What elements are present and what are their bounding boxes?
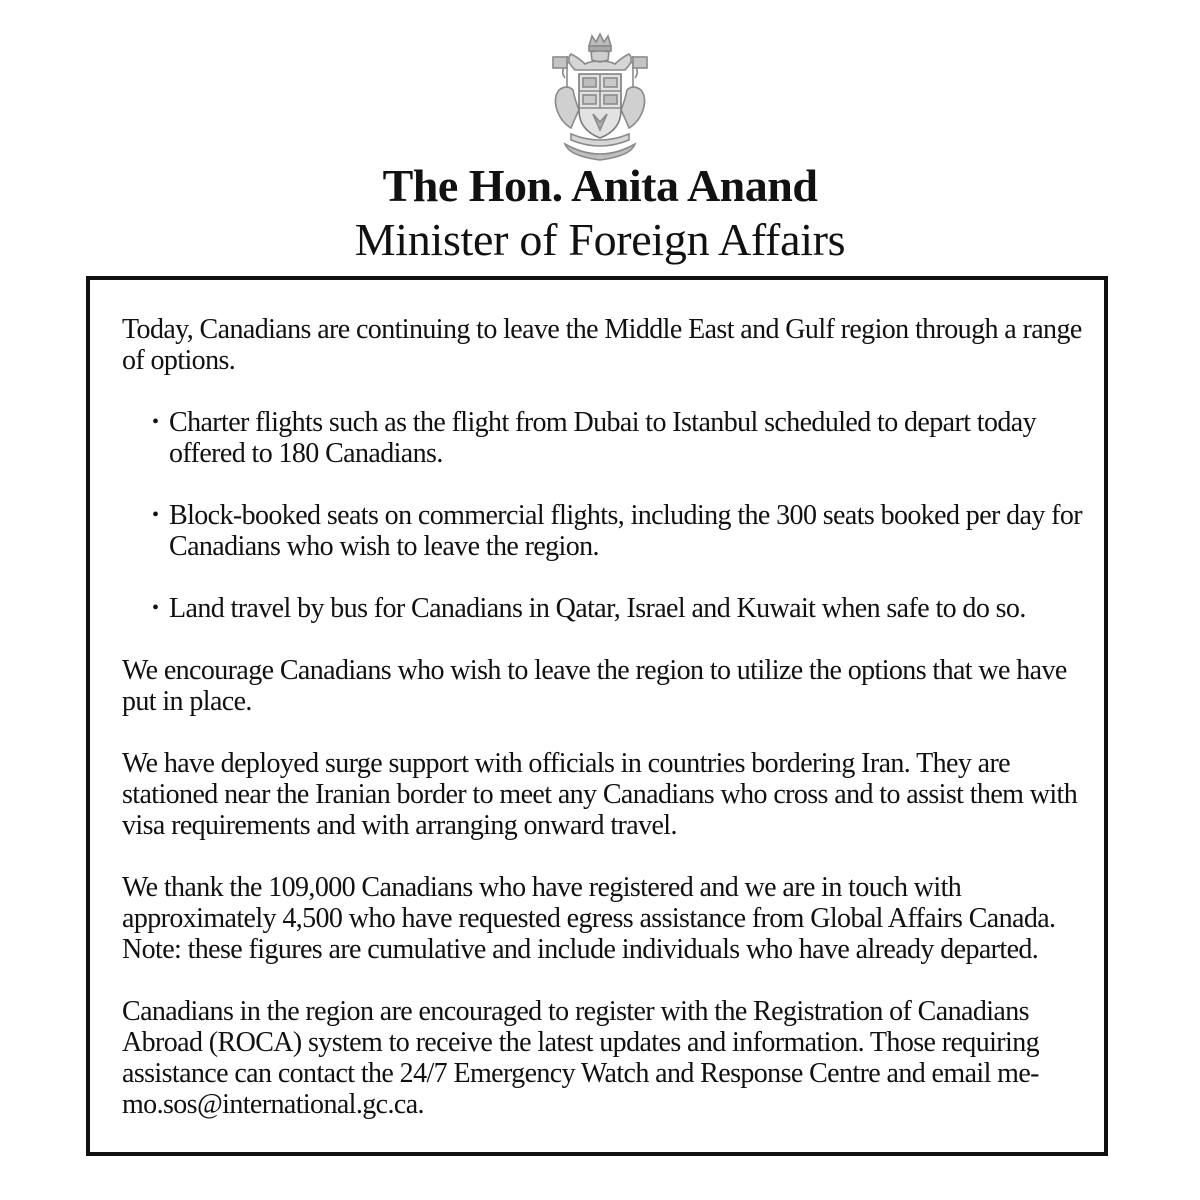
list-item-text: Charter flights such as the flight from Dubai to Istanbul scheduled to depart today offered to 180 Canadians.: [169, 407, 1036, 469]
list-item-text: Land travel by bus for Canadians in Qatar, Israel and Kuwait when safe to do so.: [169, 593, 1026, 624]
list-item: [122, 500, 1097, 562]
list-item: [122, 593, 1097, 624]
intro-paragraph: Today, Canadians are continuing to leave the Middle East and Gulf region through a range of options.: [122, 314, 1082, 376]
statement-body: [122, 314, 1097, 1151]
surge-support-paragraph: We have deployed surge support with officials in countries bordering Iran. They are stationed near the Iranian border to meet any Canadians who cross and to assist them with visa requirements and with arranging onward travel.: [122, 748, 1078, 841]
list-item-text: Block-booked seats on commercial flights, including the 300 seats booked per day for Canadians who wish to leave the region.: [169, 500, 1083, 562]
bullet-icon: •: [152, 597, 159, 619]
options-list: [122, 407, 1097, 624]
minister-name: The Hon. Anita Anand: [382, 160, 818, 211]
registration-figures-paragraph: We thank the 109,000 Canadians who have registered and we are in touch with approximately 4,500 who have requested egress assistance from Global Affairs Canada. Note: these figures are cumulative and include individuals who have already departed.: [122, 872, 1056, 965]
coat-of-arms-icon: [545, 30, 655, 162]
encourage-paragraph: We encourage Canadians who wish to leave the region to utilize the options that we have put in place.: [122, 655, 1067, 717]
roca-paragraph: Canadians in the region are encouraged to register with the Registration of Canadians Abroad (ROCA) system to receive the latest updates and information. Those requiring assistance can contact the 24/7 Emergency Watch and Response Centre and email me-mo.sos@international.gc.ca.: [122, 996, 1039, 1120]
bullet-icon: •: [152, 504, 159, 526]
list-item: [122, 407, 1097, 469]
bullet-icon: •: [152, 411, 159, 433]
minister-title: Minister of Foreign Affairs: [354, 214, 846, 265]
